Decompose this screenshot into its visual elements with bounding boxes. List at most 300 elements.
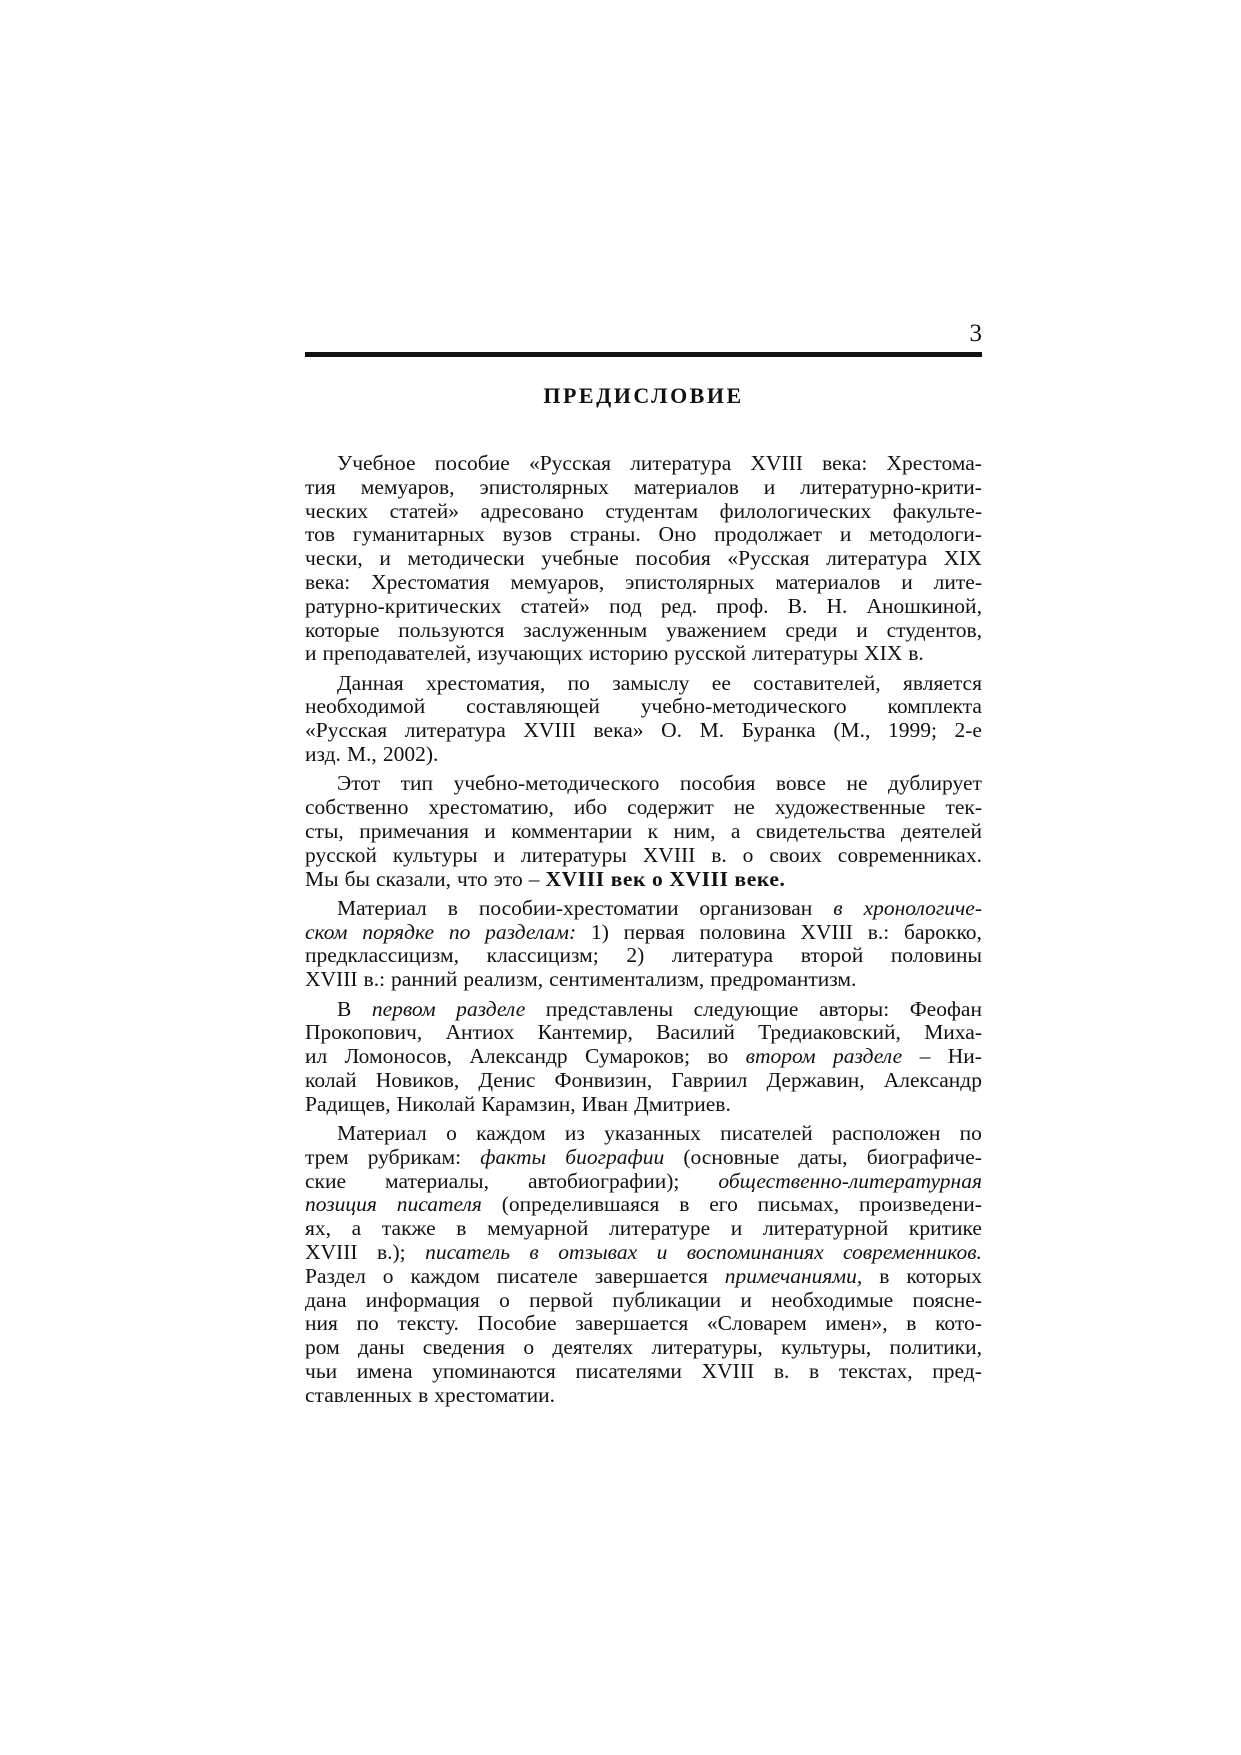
word: среди xyxy=(785,617,838,642)
word: русской xyxy=(674,641,747,666)
word: М. xyxy=(699,718,725,743)
text-line xyxy=(305,452,982,476)
text-line xyxy=(305,1122,982,1146)
word: в.); xyxy=(376,1240,406,1264)
word: 2) xyxy=(626,943,645,968)
word: о xyxy=(652,866,664,891)
word: и xyxy=(740,1287,752,1312)
word: упоминаются xyxy=(432,1358,556,1383)
word: Александр xyxy=(883,1067,982,1092)
word: Державин, xyxy=(766,1067,865,1092)
text-line xyxy=(305,743,982,767)
word: В xyxy=(337,996,352,1021)
word: произведени- xyxy=(859,1192,982,1217)
word: представлены xyxy=(545,996,674,1021)
word: литературы xyxy=(520,842,627,867)
word: О. xyxy=(661,718,682,743)
word: Раздел xyxy=(305,1263,366,1288)
word: кото- xyxy=(935,1311,982,1336)
word: трем xyxy=(305,1144,349,1169)
text-line xyxy=(305,1336,982,1360)
word: дана xyxy=(305,1287,347,1312)
word: изд. xyxy=(305,742,341,767)
word: реализм, xyxy=(463,967,544,992)
word: и xyxy=(856,617,868,642)
word: по xyxy=(959,1121,982,1146)
word: письмах, xyxy=(757,1192,840,1217)
word: литературы xyxy=(752,641,859,666)
word: в xyxy=(418,1382,429,1407)
word: литературно-крити- xyxy=(800,474,982,499)
word: Учебное xyxy=(337,451,416,475)
word: не xyxy=(733,795,755,820)
text-line xyxy=(305,1146,982,1170)
word: свидетельства xyxy=(755,818,886,843)
word: которые xyxy=(305,617,380,642)
word: Материал xyxy=(337,895,427,920)
text-line xyxy=(305,868,982,892)
word: мемуаров, xyxy=(510,569,605,594)
word: ские xyxy=(305,1168,347,1193)
text-line xyxy=(305,1093,982,1117)
word: разделам: xyxy=(485,919,577,944)
word: хрестоматия, xyxy=(426,670,546,695)
word: XVIII xyxy=(800,919,853,944)
word: ром xyxy=(305,1335,340,1360)
word: Аношкиной, xyxy=(866,593,982,618)
word: бы xyxy=(344,866,370,891)
word: Миха- xyxy=(924,1020,982,1045)
word: Хрестома- xyxy=(886,451,982,475)
word: Антиох xyxy=(445,1020,515,1045)
word: в xyxy=(833,895,843,920)
word: хрестоматию, xyxy=(428,795,554,820)
word: примечания xyxy=(359,818,469,843)
word: в.: xyxy=(867,919,890,944)
word: ил xyxy=(305,1044,328,1069)
word: составляющей xyxy=(466,694,600,719)
word: половины xyxy=(890,943,982,968)
word: материалы, xyxy=(385,1168,489,1193)
word: литература xyxy=(826,546,928,571)
word: литература xyxy=(630,451,732,475)
word: Иван xyxy=(581,1091,629,1116)
word: имена xyxy=(356,1358,413,1383)
word: филологических xyxy=(719,498,872,523)
word: деятелей xyxy=(900,818,982,843)
word: по xyxy=(448,919,471,944)
word: В. xyxy=(787,593,808,618)
text-line xyxy=(305,1360,982,1384)
word: XVIII xyxy=(669,866,729,891)
word: чьи xyxy=(305,1358,338,1383)
word: век xyxy=(610,866,647,891)
word: биографии xyxy=(565,1144,665,1169)
text-line xyxy=(305,500,982,524)
paragraph xyxy=(305,452,982,666)
word: автобиографии); xyxy=(527,1168,680,1193)
word: и xyxy=(493,842,505,867)
word: Материал xyxy=(337,1121,427,1146)
word: публикации xyxy=(612,1287,722,1312)
word: о xyxy=(742,842,754,867)
word: 2002). xyxy=(382,742,439,767)
word: чески, xyxy=(305,546,363,571)
word: в. xyxy=(711,842,727,867)
word: тип xyxy=(400,771,434,796)
text-line xyxy=(305,897,982,921)
page-title: ПРЕДИСЛОВИЕ xyxy=(543,383,744,408)
word: разделе xyxy=(456,996,526,1021)
word: 1999; xyxy=(887,718,937,743)
word: литературы, xyxy=(651,1335,763,1360)
word: гуманитарных xyxy=(352,522,485,547)
word: политики, xyxy=(889,1335,982,1360)
word: следующие xyxy=(693,996,799,1021)
word: тексту. xyxy=(397,1311,459,1336)
word: Мы xyxy=(305,866,339,891)
text-line xyxy=(305,1241,982,1265)
word: под xyxy=(609,593,642,618)
word: указанных xyxy=(604,1121,701,1146)
word: о xyxy=(382,1263,394,1288)
word: ческих xyxy=(305,498,369,523)
word: первая xyxy=(623,919,685,944)
word: современниках. xyxy=(837,842,982,867)
word: – xyxy=(919,1044,931,1069)
word: пособия xyxy=(679,771,756,796)
word: и xyxy=(839,522,852,547)
word: деятелях xyxy=(552,1335,634,1360)
text-line xyxy=(305,642,982,666)
text-line xyxy=(305,1217,982,1241)
word: расположен xyxy=(831,1121,941,1146)
word: а xyxy=(351,1216,362,1241)
word: Данная xyxy=(337,670,404,695)
text-line xyxy=(305,547,982,571)
word: литературе xyxy=(609,1216,711,1241)
word: писатель xyxy=(425,1240,510,1264)
word: проф. xyxy=(716,593,769,618)
text-line xyxy=(305,998,982,1022)
word: в xyxy=(809,1358,820,1383)
word: XVIII xyxy=(305,967,358,992)
text-line xyxy=(305,619,982,643)
word: информация xyxy=(365,1287,480,1312)
word: адресовано xyxy=(480,498,584,523)
word: «Словарем xyxy=(706,1311,807,1336)
word: Пособие xyxy=(477,1311,557,1336)
word: необходимой xyxy=(305,694,426,719)
text-line xyxy=(305,820,982,844)
word: колай xyxy=(305,1067,357,1092)
word: учебные xyxy=(541,546,619,571)
word: историю xyxy=(588,641,669,666)
word: продолжает xyxy=(714,522,823,547)
word: изучающих xyxy=(477,641,583,666)
word: и xyxy=(484,818,496,843)
word: студентам xyxy=(605,498,699,523)
word: факульте- xyxy=(892,498,982,523)
word: по xyxy=(567,670,590,695)
word: в xyxy=(679,1192,690,1217)
word: сентиментализм, xyxy=(549,967,705,992)
word: Буранка xyxy=(741,718,816,743)
word: культуры xyxy=(392,842,478,867)
word: XIX xyxy=(943,546,982,571)
word: из xyxy=(564,1121,585,1146)
word: литературной xyxy=(762,1216,889,1241)
word: ском xyxy=(305,919,348,944)
word: Сумароков; xyxy=(585,1044,691,1069)
word: методологи- xyxy=(869,522,982,547)
word: века» xyxy=(593,718,644,743)
word: XVIII xyxy=(701,1358,755,1383)
word: страны. xyxy=(569,522,641,547)
word: организован xyxy=(699,895,813,920)
word: по xyxy=(356,1311,379,1336)
word: комплекта xyxy=(887,694,982,719)
text-line xyxy=(305,1045,982,1069)
word: биографиче- xyxy=(866,1144,982,1169)
word: в. xyxy=(773,1358,790,1383)
word: ния xyxy=(305,1311,338,1336)
word: статей» xyxy=(389,498,460,523)
word: авторы: xyxy=(818,996,890,1021)
word: позиция xyxy=(305,1192,377,1217)
word: комментарии xyxy=(511,818,633,843)
word: в xyxy=(456,1216,467,1241)
word: необходимые xyxy=(771,1287,894,1312)
word: ред. xyxy=(660,593,698,618)
word: писателя xyxy=(396,1192,482,1217)
word: поясне- xyxy=(912,1287,982,1312)
word: текстах, xyxy=(838,1358,913,1383)
word: «Русская xyxy=(305,718,388,743)
paragraph xyxy=(305,772,982,891)
word: в xyxy=(906,1311,917,1336)
word: даны xyxy=(358,1335,405,1360)
word: Фонвизин, xyxy=(554,1067,653,1092)
word: ее xyxy=(711,670,731,695)
word: и xyxy=(763,474,776,499)
word: XVIII xyxy=(750,451,803,475)
word: современников. xyxy=(843,1240,982,1264)
word: Радищев, xyxy=(305,1091,391,1116)
word: материалов xyxy=(775,569,881,594)
word: Александр xyxy=(469,1044,568,1069)
word: 2-е xyxy=(954,718,982,743)
word: Тредиаковский, xyxy=(758,1020,901,1045)
word: рубрикам: xyxy=(367,1144,462,1169)
word: собственно xyxy=(305,795,409,820)
word: о xyxy=(499,1287,510,1312)
word: Денис xyxy=(478,1067,536,1092)
word: заслуженным xyxy=(523,617,648,642)
word: методически xyxy=(407,546,525,571)
word: Н. xyxy=(826,593,848,618)
word: (основные xyxy=(683,1144,780,1169)
word: писателе xyxy=(496,1263,578,1288)
word: Этот xyxy=(337,771,381,796)
word: составителей, xyxy=(753,670,881,695)
word: Кантемир, xyxy=(537,1020,633,1045)
word: студентов, xyxy=(886,617,982,642)
word: учебно-методического xyxy=(640,694,847,719)
word: Прокопович, xyxy=(305,1020,423,1045)
text-line xyxy=(305,523,982,547)
word: XVIII xyxy=(523,718,576,743)
word: Оно xyxy=(658,522,697,547)
word: во xyxy=(707,1044,729,1069)
paragraph xyxy=(305,1122,982,1408)
word: примечаниями, xyxy=(724,1263,863,1288)
word: в xyxy=(447,895,458,920)
word: Ни- xyxy=(947,1044,982,1069)
word: это xyxy=(493,866,523,891)
word: и xyxy=(305,641,317,666)
word: не xyxy=(846,771,868,796)
text-line xyxy=(305,844,982,868)
word: ним, xyxy=(673,818,716,843)
text-line xyxy=(305,1193,982,1217)
text-line xyxy=(305,1021,982,1045)
word: завершается xyxy=(575,1311,689,1336)
word: каждом xyxy=(410,1263,480,1288)
word: и xyxy=(656,1240,668,1264)
word: содержит xyxy=(627,795,714,820)
word: порядке xyxy=(362,919,435,944)
word: Хрестоматия xyxy=(371,569,490,594)
text-line xyxy=(305,796,982,820)
word: преподавателей, xyxy=(322,641,472,666)
word: является xyxy=(902,670,982,695)
word: в xyxy=(879,1263,890,1288)
text-line xyxy=(305,1170,982,1194)
word: XVIII xyxy=(642,842,696,867)
text-line xyxy=(305,719,982,743)
word: в xyxy=(529,1240,539,1264)
word: мемуарной xyxy=(487,1216,589,1241)
word: предромантизм. xyxy=(710,967,857,992)
word: общественно-литературная xyxy=(718,1168,982,1193)
word: о xyxy=(523,1335,535,1360)
word: XVIII xyxy=(305,1240,358,1264)
word: тек- xyxy=(945,795,982,820)
word: Василий xyxy=(656,1020,735,1045)
word: о xyxy=(446,1121,457,1146)
word: века: xyxy=(305,569,351,594)
text-line xyxy=(305,695,982,719)
text-line xyxy=(305,1384,982,1408)
word: века: xyxy=(822,451,868,475)
header-rule xyxy=(305,352,982,357)
word: которых xyxy=(906,1263,982,1288)
word: и xyxy=(730,1216,743,1241)
word: веке. xyxy=(734,866,786,891)
word: к xyxy=(647,818,659,843)
word: «Русская xyxy=(528,451,612,475)
text-line xyxy=(305,1289,982,1313)
word: в. xyxy=(908,641,924,666)
word: тов xyxy=(305,522,336,547)
word: сты, xyxy=(305,818,344,843)
word: уважением xyxy=(666,617,767,642)
word: факты xyxy=(480,1144,547,1169)
text-line xyxy=(305,571,982,595)
word: разделе xyxy=(833,1044,903,1069)
word: культуры, xyxy=(781,1335,872,1360)
word: вовсе xyxy=(775,771,826,796)
word: барокко, xyxy=(904,919,982,944)
text-line xyxy=(305,1069,982,1093)
word: что xyxy=(457,866,488,891)
word: XVIII xyxy=(545,866,605,891)
word: Дмитриев. xyxy=(634,1091,731,1116)
word: ибо xyxy=(573,795,608,820)
word: пред- xyxy=(932,1358,982,1383)
word: эпистолярных xyxy=(479,474,609,499)
word: художественные xyxy=(774,795,926,820)
word: литература xyxy=(671,943,774,968)
word: (определившаяся xyxy=(501,1192,660,1217)
word: втором xyxy=(745,1044,816,1069)
word: писателей xyxy=(720,1121,813,1146)
word: вузов xyxy=(502,522,553,547)
word: отзывах xyxy=(558,1240,638,1264)
word: русской xyxy=(305,842,377,867)
word: имен», xyxy=(825,1311,888,1336)
word: сказали, xyxy=(375,866,451,891)
word: первой xyxy=(529,1287,594,1312)
word: воспоминаниях xyxy=(686,1240,824,1264)
word: его xyxy=(709,1192,738,1217)
word: а xyxy=(730,818,741,843)
word: ратурно-критических xyxy=(305,593,502,618)
word: и xyxy=(901,569,913,594)
text-line xyxy=(305,672,982,696)
word: материалов xyxy=(633,474,739,499)
word: дублирует xyxy=(888,771,982,796)
word: учебно-методического xyxy=(453,771,660,796)
word: М., xyxy=(346,742,377,767)
word: половина xyxy=(699,919,786,944)
body-text xyxy=(305,452,982,1408)
word: хронологиче- xyxy=(863,895,982,920)
word: Новиков, xyxy=(375,1067,460,1092)
word: Ломоносов, xyxy=(344,1044,452,1069)
word: и xyxy=(379,546,391,571)
word: Карамзин, xyxy=(481,1091,576,1116)
word: лите- xyxy=(933,569,982,594)
word: в.: xyxy=(363,967,386,992)
word: пособии-хрестоматии xyxy=(478,895,679,920)
text-line xyxy=(305,968,982,992)
text-line xyxy=(305,921,982,945)
word: завершается xyxy=(594,1263,708,1288)
text-line xyxy=(305,944,982,968)
word: также xyxy=(381,1216,436,1241)
word: писателями xyxy=(575,1358,682,1383)
word: Гавриил xyxy=(671,1067,748,1092)
word: тия xyxy=(305,474,336,499)
word: ранний xyxy=(391,967,458,992)
word: литература xyxy=(404,718,506,743)
paragraph xyxy=(305,672,982,767)
word: классицизм; xyxy=(486,943,599,968)
word: критике xyxy=(908,1216,982,1241)
word: Николай xyxy=(396,1091,476,1116)
